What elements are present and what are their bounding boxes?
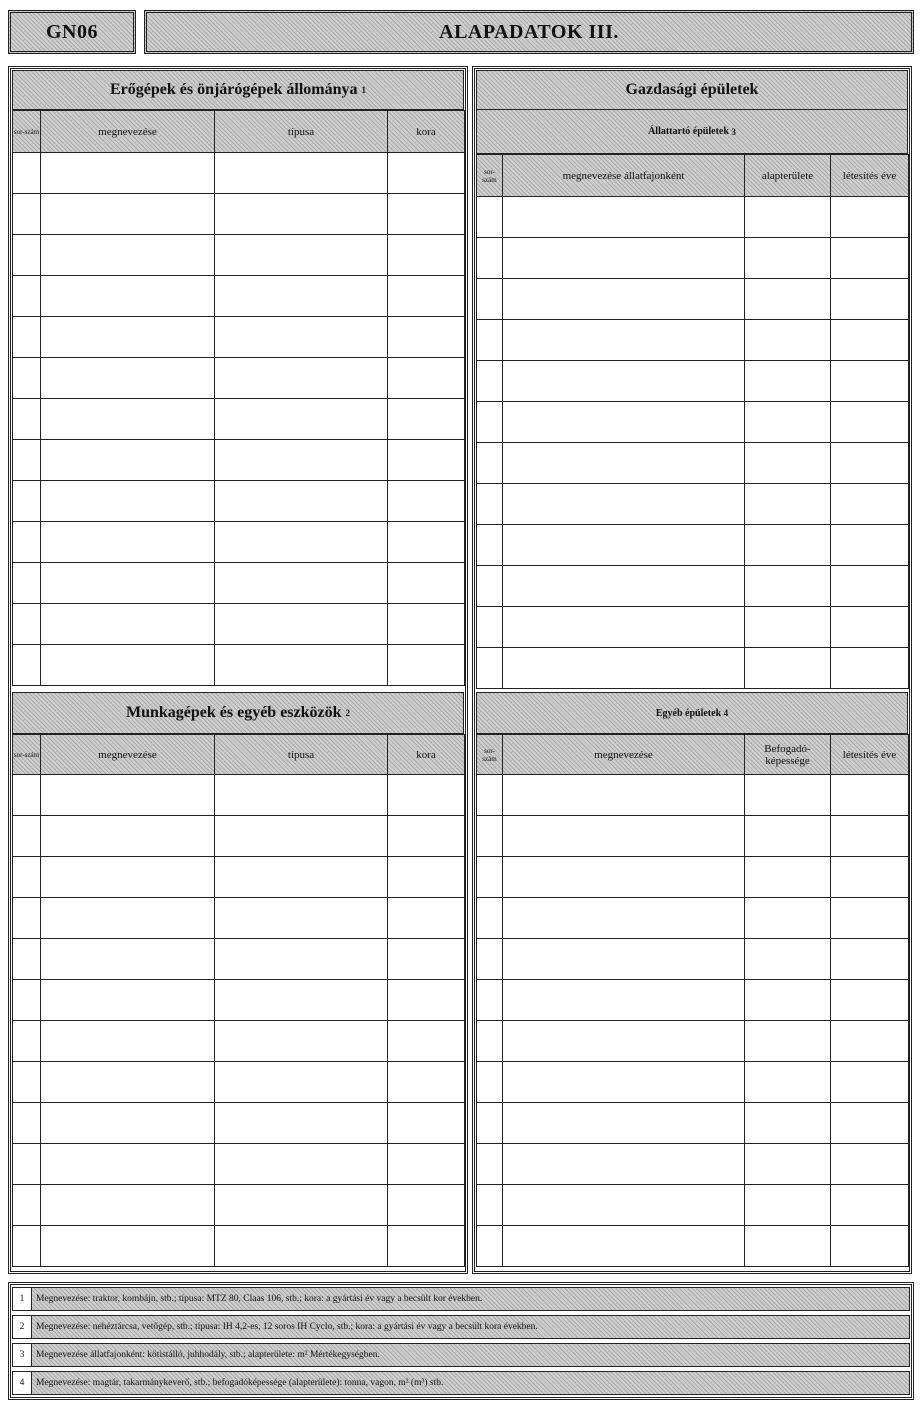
cell-row-number[interactable]: [13, 1103, 41, 1144]
cell-value-2[interactable]: [831, 1144, 909, 1185]
cell-value-2[interactable]: [388, 481, 465, 522]
cell-row-number[interactable]: [477, 980, 503, 1021]
table-row: [13, 276, 465, 317]
footnote-text: Megnevezése: nehéztárcsa, vetőgép, stb.; típusa: IH 4,2-es, 12 soros IH Cyclo, stb.; kora: a gyártási év vagy a becsült kora években.: [36, 1322, 538, 1332]
cell-value-1[interactable]: [745, 898, 831, 939]
table-row: [13, 1021, 465, 1062]
table-row: [477, 402, 909, 443]
table-row: [477, 816, 909, 857]
cell-value-2[interactable]: [831, 566, 909, 607]
cell-row-number[interactable]: [477, 816, 503, 857]
cell-row-number[interactable]: [477, 197, 503, 238]
table-row: [13, 235, 465, 276]
cell-name[interactable]: [503, 1226, 745, 1267]
cell-value-1[interactable]: [215, 1144, 388, 1185]
cell-value-2[interactable]: [831, 1062, 909, 1103]
cell-name[interactable]: [503, 320, 745, 361]
cell-value-2[interactable]: [388, 1144, 465, 1185]
cell-value-2[interactable]: [831, 484, 909, 525]
table-row: [13, 1226, 465, 1267]
cell-name[interactable]: [41, 898, 215, 939]
cell-name[interactable]: [503, 1144, 745, 1185]
table-row: [13, 775, 465, 816]
cell-row-number[interactable]: [477, 361, 503, 402]
cell-row-number[interactable]: [13, 317, 41, 358]
cell-name[interactable]: [41, 857, 215, 898]
cell-row-number[interactable]: [477, 1062, 503, 1103]
footnote-3: [12, 1343, 910, 1367]
table-row: [477, 1144, 909, 1185]
col-row-number: sor-szám: [13, 735, 41, 775]
cell-value-1[interactable]: [745, 1226, 831, 1267]
cell-value-1[interactable]: [745, 816, 831, 857]
cell-value-2[interactable]: [388, 440, 465, 481]
cell-value-1[interactable]: [745, 484, 831, 525]
cell-value-2[interactable]: [831, 898, 909, 939]
cell-value-1[interactable]: [745, 775, 831, 816]
cell-value-1[interactable]: [215, 816, 388, 857]
cell-value-1[interactable]: [745, 1021, 831, 1062]
col-row-number: sor-szám: [477, 735, 503, 775]
cell-value-1[interactable]: [745, 566, 831, 607]
cell-value-2[interactable]: [831, 320, 909, 361]
cell-value-1[interactable]: [745, 320, 831, 361]
cell-value-1[interactable]: [215, 898, 388, 939]
cell-value-1[interactable]: [215, 522, 388, 563]
cell-row-number[interactable]: [477, 402, 503, 443]
cell-value-2[interactable]: [831, 857, 909, 898]
cell-value-1[interactable]: [215, 1185, 388, 1226]
animal-buildings-table: [476, 154, 909, 689]
cell-name[interactable]: [503, 898, 745, 939]
cell-value-1[interactable]: [745, 279, 831, 320]
cell-name[interactable]: [503, 443, 745, 484]
cell-row-number[interactable]: [477, 279, 503, 320]
table-row: [13, 645, 465, 686]
table-row: [13, 522, 465, 563]
table-row: [13, 399, 465, 440]
cell-value-1[interactable]: [215, 358, 388, 399]
cell-row-number[interactable]: [13, 522, 41, 563]
table-row: [477, 279, 909, 320]
cell-value-1[interactable]: [215, 440, 388, 481]
cell-name[interactable]: [41, 522, 215, 563]
cell-value-2[interactable]: [388, 604, 465, 645]
table-row: [13, 980, 465, 1021]
cell-value-1[interactable]: [215, 317, 388, 358]
cell-value-2[interactable]: [831, 607, 909, 648]
col-age: kora: [388, 111, 465, 153]
cell-row-number[interactable]: [13, 563, 41, 604]
cell-row-number[interactable]: [477, 443, 503, 484]
footnote-4: [12, 1371, 910, 1395]
work-machines-table: [12, 734, 465, 1267]
cell-row-number[interactable]: [477, 320, 503, 361]
cell-row-number[interactable]: [13, 235, 41, 276]
table-row: [13, 481, 465, 522]
cell-row-number[interactable]: [13, 276, 41, 317]
cell-name[interactable]: [41, 1185, 215, 1226]
cell-value-1[interactable]: [215, 939, 388, 980]
cell-name[interactable]: [41, 1021, 215, 1062]
footnote-text: Megnevezése állatfajonként: kötistálló, juhhodály, stb.; alapterülete: m² Mértékegységben.: [36, 1350, 380, 1360]
cell-value-1[interactable]: [215, 645, 388, 686]
cell-row-number[interactable]: [13, 898, 41, 939]
cell-value-1[interactable]: [745, 402, 831, 443]
cell-name[interactable]: [41, 194, 215, 235]
cell-value-2[interactable]: [388, 645, 465, 686]
table-row: [13, 1103, 465, 1144]
cell-name[interactable]: [503, 1103, 745, 1144]
cell-row-number[interactable]: [13, 194, 41, 235]
table-row: [477, 607, 909, 648]
cell-name[interactable]: [503, 939, 745, 980]
cell-value-1[interactable]: [215, 1021, 388, 1062]
col-name: megnevezése: [503, 735, 745, 775]
table-row: [477, 525, 909, 566]
cell-value-2[interactable]: [831, 197, 909, 238]
cell-name[interactable]: [41, 563, 215, 604]
power-machines-title: Erőgépek és önjárógépek állománya 1: [12, 70, 464, 110]
cell-name[interactable]: [41, 317, 215, 358]
table-row: [477, 320, 909, 361]
table-row: [13, 153, 465, 194]
col-floor-area: alapterülete: [745, 155, 831, 197]
col-name: megnevezése: [41, 735, 215, 775]
cell-value-2[interactable]: [388, 939, 465, 980]
col-row-number: sor-szám: [13, 111, 41, 153]
footnote-number: 3: [13, 1344, 32, 1366]
col-built-year: létesítés éve: [831, 155, 909, 197]
table-row: [477, 238, 909, 279]
cell-value-2[interactable]: [388, 898, 465, 939]
cell-value-2[interactable]: [388, 358, 465, 399]
cell-row-number[interactable]: [13, 645, 41, 686]
cell-value-1[interactable]: [745, 980, 831, 1021]
table-row: [13, 194, 465, 235]
cell-value-2[interactable]: [388, 317, 465, 358]
cell-value-2[interactable]: [831, 279, 909, 320]
cell-value-1[interactable]: [215, 1103, 388, 1144]
cell-row-number[interactable]: [13, 775, 41, 816]
col-capacity: Befogadó-képessége: [745, 735, 831, 775]
cell-row-number[interactable]: [13, 153, 41, 194]
cell-value-2[interactable]: [388, 980, 465, 1021]
col-type: típusa: [215, 735, 388, 775]
col-age: kora: [388, 735, 465, 775]
cell-row-number[interactable]: [477, 648, 503, 689]
table-row: [13, 1144, 465, 1185]
cell-name[interactable]: [41, 235, 215, 276]
cell-value-2[interactable]: [831, 1021, 909, 1062]
cell-value-1[interactable]: [215, 1062, 388, 1103]
table-row: [477, 980, 909, 1021]
table-row: [477, 1185, 909, 1226]
cell-value-2[interactable]: [388, 563, 465, 604]
cell-row-number[interactable]: [477, 238, 503, 279]
table-row: [477, 939, 909, 980]
table-row: [477, 775, 909, 816]
cell-value-1[interactable]: [215, 276, 388, 317]
cell-value-1[interactable]: [215, 481, 388, 522]
cell-value-2[interactable]: [388, 194, 465, 235]
footnote-number: 4: [13, 1372, 32, 1394]
cell-row-number[interactable]: [477, 607, 503, 648]
table-row: [477, 1021, 909, 1062]
footnote-text: Megnevezése: magtár, takarmánykeverő, stb.; befogadóképessége (alapterülete): tonna, vagon, m² (m³) stb.: [36, 1378, 444, 1388]
cell-value-1[interactable]: [215, 980, 388, 1021]
cell-value-1[interactable]: [745, 361, 831, 402]
cell-name[interactable]: [41, 358, 215, 399]
cell-name[interactable]: [41, 399, 215, 440]
cell-row-number[interactable]: [477, 1185, 503, 1226]
cell-value-1[interactable]: [745, 238, 831, 279]
cell-value-2[interactable]: [388, 235, 465, 276]
other-buildings-title: Egyéb épületek 4: [476, 692, 908, 734]
cell-value-2[interactable]: [388, 1226, 465, 1267]
cell-row-number[interactable]: [477, 525, 503, 566]
form-code: GN06: [46, 20, 98, 43]
cell-value-2[interactable]: [831, 1185, 909, 1226]
cell-row-number[interactable]: [13, 399, 41, 440]
cell-name[interactable]: [503, 648, 745, 689]
cell-value-2[interactable]: [831, 648, 909, 689]
cell-value-1[interactable]: [745, 1062, 831, 1103]
cell-name[interactable]: [503, 816, 745, 857]
table-row: [477, 898, 909, 939]
cell-name[interactable]: [41, 775, 215, 816]
footnote-text: Megnevezése: traktor, kombájn, stb.; típusa: MTZ 80, Claas 106, stb.; kora: a gyártási év vagy a becsült kor években.: [36, 1294, 483, 1304]
col-built-year: létesítés éve: [831, 735, 909, 775]
cell-name[interactable]: [41, 1103, 215, 1144]
other-buildings-table: [476, 734, 909, 1267]
cell-value-1[interactable]: [215, 399, 388, 440]
footnote-1: [12, 1287, 910, 1311]
cell-row-number[interactable]: [477, 566, 503, 607]
table-row: [13, 604, 465, 645]
cell-value-2[interactable]: [388, 775, 465, 816]
cell-row-number[interactable]: [477, 939, 503, 980]
cell-row-number[interactable]: [13, 1062, 41, 1103]
cell-name[interactable]: [41, 645, 215, 686]
table-row: [13, 317, 465, 358]
cell-value-1[interactable]: [745, 197, 831, 238]
cell-value-2[interactable]: [831, 443, 909, 484]
table-row: [13, 1185, 465, 1226]
cell-value-1[interactable]: [745, 1103, 831, 1144]
cell-value-2[interactable]: [831, 939, 909, 980]
cell-value-1[interactable]: [215, 563, 388, 604]
cell-name[interactable]: [41, 939, 215, 980]
col-name: megnevezése: [41, 111, 215, 153]
form-title: ALAPADATOK III.: [439, 20, 619, 43]
cell-value-2[interactable]: [831, 980, 909, 1021]
cell-name[interactable]: [41, 1144, 215, 1185]
cell-name[interactable]: [503, 607, 745, 648]
cell-row-number[interactable]: [13, 604, 41, 645]
cell-row-number[interactable]: [13, 440, 41, 481]
cell-value-1[interactable]: [745, 525, 831, 566]
table-row: [13, 440, 465, 481]
footnote-2: [12, 1315, 910, 1339]
cell-name[interactable]: [503, 1021, 745, 1062]
cell-row-number[interactable]: [477, 1021, 503, 1062]
cell-name[interactable]: [41, 1062, 215, 1103]
col-type: típusa: [215, 111, 388, 153]
cell-row-number[interactable]: [13, 481, 41, 522]
cell-value-1[interactable]: [215, 775, 388, 816]
cell-row-number[interactable]: [477, 1103, 503, 1144]
cell-value-1[interactable]: [215, 194, 388, 235]
cell-name[interactable]: [503, 525, 745, 566]
cell-value-2[interactable]: [388, 816, 465, 857]
cell-row-number[interactable]: [13, 857, 41, 898]
buildings-title: Gazdasági épületek: [476, 70, 908, 110]
cell-value-2[interactable]: [831, 525, 909, 566]
cell-value-2[interactable]: [831, 361, 909, 402]
cell-name[interactable]: [503, 857, 745, 898]
cell-value-2[interactable]: [831, 1103, 909, 1144]
cell-name[interactable]: [503, 1062, 745, 1103]
table-row: [477, 1062, 909, 1103]
cell-name[interactable]: [503, 484, 745, 525]
cell-name[interactable]: [503, 402, 745, 443]
cell-name[interactable]: [503, 361, 745, 402]
animal-buildings-title: Állattartó épületek 3: [476, 110, 908, 154]
cell-value-2[interactable]: [388, 153, 465, 194]
cell-value-2[interactable]: [831, 1226, 909, 1267]
cell-name[interactable]: [503, 980, 745, 1021]
cell-value-2[interactable]: [831, 238, 909, 279]
cell-row-number[interactable]: [13, 1144, 41, 1185]
cell-value-1[interactable]: [215, 604, 388, 645]
col-row-number: sor-szám: [477, 155, 503, 197]
cell-name[interactable]: [41, 440, 215, 481]
cell-value-2[interactable]: [388, 857, 465, 898]
cell-value-2[interactable]: [831, 402, 909, 443]
cell-value-1[interactable]: [215, 1226, 388, 1267]
cell-value-1[interactable]: [215, 235, 388, 276]
table-row: [13, 358, 465, 399]
table-row: [477, 648, 909, 689]
table-row: [477, 484, 909, 525]
table-row: [477, 443, 909, 484]
work-machines-title: Munkagépek és egyéb eszközök 2: [12, 692, 464, 734]
cell-name[interactable]: [503, 1185, 745, 1226]
cell-row-number[interactable]: [477, 484, 503, 525]
cell-row-number[interactable]: [13, 816, 41, 857]
cell-row-number[interactable]: [13, 980, 41, 1021]
table-row: [477, 361, 909, 402]
cell-row-number[interactable]: [477, 898, 503, 939]
cell-name[interactable]: [503, 775, 745, 816]
cell-name[interactable]: [41, 1226, 215, 1267]
cell-value-2[interactable]: [388, 1185, 465, 1226]
cell-name[interactable]: [503, 566, 745, 607]
cell-value-2[interactable]: [388, 1021, 465, 1062]
cell-value-1[interactable]: [215, 857, 388, 898]
cell-value-2[interactable]: [388, 399, 465, 440]
cell-name[interactable]: [41, 816, 215, 857]
cell-name[interactable]: [41, 481, 215, 522]
cell-value-1[interactable]: [215, 153, 388, 194]
power-machines-table: [12, 110, 465, 686]
table-row: [13, 1062, 465, 1103]
cell-value-2[interactable]: [388, 522, 465, 563]
cell-value-1[interactable]: [745, 939, 831, 980]
cell-name[interactable]: [41, 276, 215, 317]
cell-value-1[interactable]: [745, 648, 831, 689]
table-row: [13, 898, 465, 939]
cell-name[interactable]: [41, 153, 215, 194]
cell-value-1[interactable]: [745, 857, 831, 898]
cell-row-number[interactable]: [477, 1144, 503, 1185]
cell-value-2[interactable]: [388, 1103, 465, 1144]
cell-value-1[interactable]: [745, 1144, 831, 1185]
footnote-number: 2: [13, 1316, 32, 1338]
table-row: [477, 1103, 909, 1144]
cell-row-number[interactable]: [13, 939, 41, 980]
cell-value-2[interactable]: [388, 1062, 465, 1103]
table-row: [477, 857, 909, 898]
cell-row-number[interactable]: [477, 775, 503, 816]
footnote-number: 1: [13, 1288, 32, 1310]
cell-name[interactable]: [41, 604, 215, 645]
cell-name[interactable]: [503, 238, 745, 279]
cell-row-number[interactable]: [13, 1226, 41, 1267]
table-row: [13, 939, 465, 980]
cell-value-1[interactable]: [745, 607, 831, 648]
table-row: [13, 857, 465, 898]
cell-value-1[interactable]: [745, 1185, 831, 1226]
cell-row-number[interactable]: [477, 857, 503, 898]
cell-name[interactable]: [503, 279, 745, 320]
cell-row-number[interactable]: [13, 358, 41, 399]
cell-value-2[interactable]: [831, 816, 909, 857]
cell-row-number[interactable]: [13, 1021, 41, 1062]
cell-value-2[interactable]: [388, 276, 465, 317]
table-row: [13, 816, 465, 857]
cell-row-number[interactable]: [477, 1226, 503, 1267]
table-row: [477, 566, 909, 607]
cell-row-number[interactable]: [13, 1185, 41, 1226]
cell-name[interactable]: [41, 980, 215, 1021]
table-row: [13, 563, 465, 604]
col-name-by-species: megnevezése állatfajonként: [503, 155, 745, 197]
cell-value-2[interactable]: [831, 775, 909, 816]
cell-value-1[interactable]: [745, 443, 831, 484]
cell-name[interactable]: [503, 197, 745, 238]
table-row: [477, 1226, 909, 1267]
table-row: [477, 197, 909, 238]
